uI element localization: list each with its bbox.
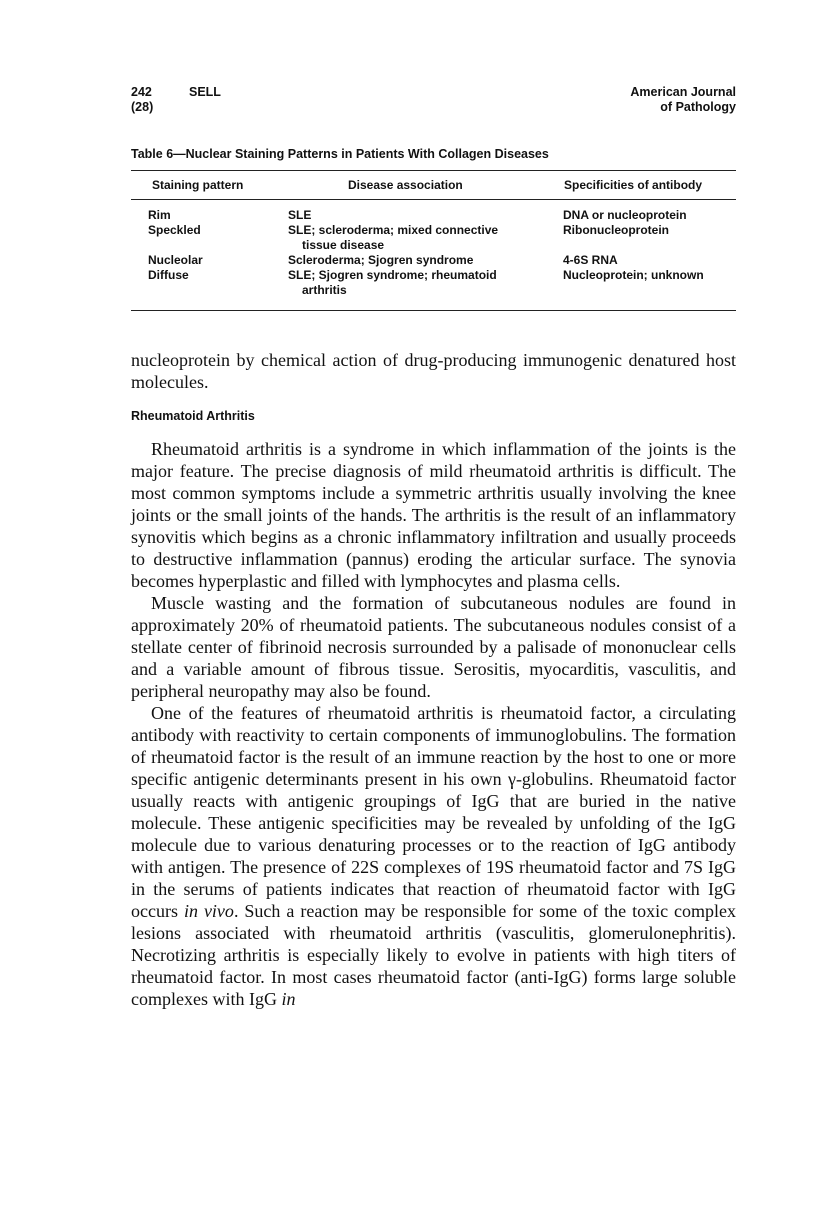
table-caption: Table 6—Nuclear Staining Patterns in Patients With Collagen Diseases [131, 147, 549, 161]
cell-disease-association: SLE; scleroderma; mixed connective tissue disease [288, 223, 499, 252]
cell-staining-pattern: Speckled [148, 223, 201, 237]
table-row [131, 268, 736, 298]
table-header-cell: Staining pattern [152, 178, 244, 192]
journal-name [630, 85, 736, 115]
table-row [131, 253, 736, 268]
cell-staining-pattern: Rim [148, 208, 171, 222]
cell-antibody-specificity: DNA or nucleoprotein [563, 208, 687, 222]
table-rule-header [131, 199, 736, 200]
table-body [131, 208, 736, 298]
table-rule-top [131, 170, 736, 171]
table-header-cell: Specificities of antibody [564, 178, 703, 192]
page-number: 242 [131, 85, 152, 99]
table-row [131, 223, 736, 253]
journal-name-line2: of Pathology [660, 100, 736, 114]
paragraph: Rheumatoid arthritis is a syndrome in which inflammation of the joints is the major feature. The precise diagnosis of mild rheumatoid arthritis is difficult. The most common symptoms include a symmetric arthritis usually involving the knee joints or the small joints of the hands. The arthritis is the result of an inflammatory synovitis which begins as a chronic inflammatory infiltration and usually proceeds to destructive inflammation (pannus) eroding the articular surface. The synovia becomes hyperplastic and filled with lymphocytes and plasma cells. [131, 439, 736, 591]
article-body [131, 349, 736, 1010]
table-row [131, 208, 736, 223]
cell-disease-association: SLE [288, 208, 312, 222]
cell-staining-pattern: Nucleolar [148, 253, 203, 267]
paragraph-continuation: nucleoprotein by chemical action of drug-producing immunogenic denatured host molecules. [131, 350, 736, 392]
cell-antibody-specificity: Nucleoprotein; unknown [563, 268, 704, 282]
section-heading: Rheumatoid Arthritis [131, 409, 255, 423]
paragraph: One of the features of rheumatoid arthritis is rheumatoid factor, a circulating antibody with reactivity to certain components of immunoglobulins. The formation of rheumatoid factor is the result of an immune reaction by the host to one or more specific antigenic determinants present in his own γ-globulins. Rheumatoid factor usually reacts with antigenic groupings of IgG that are buried in the native molecule. These antigenic specificities may be revealed by unfolding of the IgG molecule due to various denaturing processes or to the reaction of IgG antibody with antigen. The presence of 22S complexes of 19S rheumatoid factor and 7S IgG in the serums of patients indicates that reaction of rheumatoid factor with IgG occurs in vivo. Such a reaction may be responsible for some of the toxic complex lesions associated with rheumatoid arthritis (vasculitis, glomerulonephritis). Necrotizing arthritis is especially likely to evolve in patients with high titers of rheumatoid factor. In most cases rheumatoid factor (anti-IgG) forms large soluble complexes with IgG in [131, 703, 737, 1009]
running-head-author: SELL [189, 85, 221, 99]
cell-disease-association: Scleroderma; Sjogren syndrome [288, 253, 474, 267]
paragraph: Muscle wasting and the formation of subcutaneous nodules are found in approximately 20% of rheumatoid patients. The subcutaneous nodules consist of a stellate center of fibrinoid necrosis surrounded by a palisade of mononuclear cells and a variable amount of fibrous tissue. Serositis, myocarditis, vasculitis, and peripheral neuropathy may also be found. [131, 593, 736, 701]
page-number-block [131, 85, 153, 115]
running-head [131, 85, 736, 121]
italic-term: in [281, 989, 296, 1009]
cell-staining-pattern: Diffuse [148, 268, 189, 282]
table-header-cell: Disease association [348, 178, 463, 192]
journal-name-line1: American Journal [630, 85, 736, 99]
cell-antibody-specificity: 4-6S RNA [563, 253, 618, 267]
table-rule-bottom [131, 310, 736, 311]
cell-disease-association: SLE; Sjogren syndrome; rheumatoid arthritis [288, 268, 497, 297]
cell-antibody-specificity: Ribonucleoprotein [563, 223, 669, 237]
italic-term: in vivo [183, 901, 234, 921]
page-sub-number: (28) [131, 100, 154, 114]
